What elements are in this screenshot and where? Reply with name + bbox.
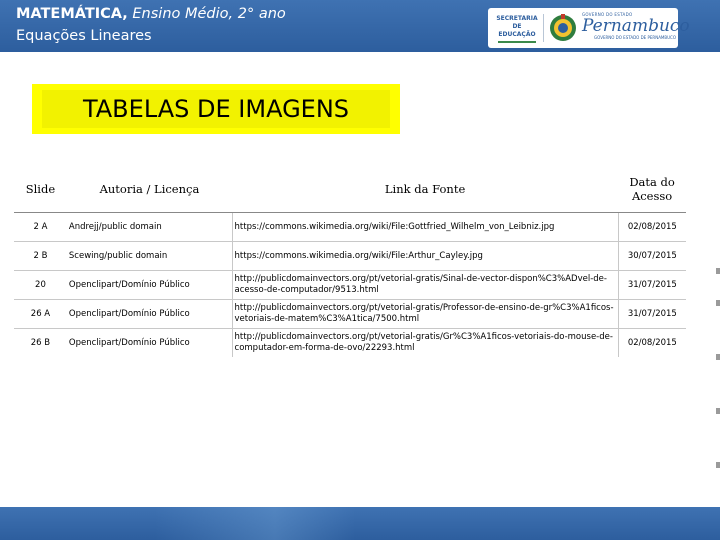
logos bbox=[488, 8, 690, 48]
cell-slide: 2 A bbox=[14, 213, 67, 242]
header-bar bbox=[0, 0, 720, 52]
course-title bbox=[16, 6, 286, 22]
table-row bbox=[14, 271, 686, 300]
page-title-box bbox=[32, 84, 400, 134]
grade-label: Ensino Médio, 2° ano bbox=[132, 6, 286, 22]
cell-author: Openclipart/Domínio Público bbox=[67, 300, 232, 329]
header-date: Data do Acesso bbox=[629, 174, 675, 203]
header-link: Link da Fonte bbox=[384, 181, 466, 196]
table-header-row bbox=[14, 165, 686, 213]
topic-label: Equações Lineares bbox=[16, 28, 152, 44]
edge-mark bbox=[716, 354, 720, 360]
logo-divider bbox=[543, 14, 544, 42]
table-row bbox=[14, 300, 686, 329]
header-slide: Slide bbox=[25, 181, 56, 196]
footer-bar bbox=[0, 507, 720, 540]
footer-highlight bbox=[155, 507, 355, 540]
state-top-label: GOVERNO DO ESTADO bbox=[582, 12, 633, 17]
cell-link[interactable]: http://publicdomainvectors.org/pt/vetorial-gratis/Professor-de-ensino-de-gr%C3%A1ficos-vetoriais-de-matem%C3%A1tica/7500.html bbox=[232, 300, 618, 329]
cell-author: Andrejj/public domain bbox=[67, 213, 232, 242]
state-name: Pernambuco bbox=[582, 16, 690, 36]
secretaria-line2: DE EDUCAÇÃO bbox=[498, 23, 536, 38]
cell-link[interactable]: http://publicdomainvectors.org/pt/vetorial-gratis/Sinal-de-vector-dispon%C3%ADvel-de-acesso-de-computador/9513.html bbox=[232, 271, 618, 300]
cell-date: 02/08/2015 bbox=[618, 213, 686, 242]
secretaria-logo bbox=[494, 15, 540, 41]
cell-slide: 26 A bbox=[14, 300, 67, 329]
edge-mark bbox=[716, 268, 720, 274]
pernambuco-logo bbox=[582, 12, 690, 44]
cell-date: 30/07/2015 bbox=[618, 242, 686, 271]
cell-slide: 26 B bbox=[14, 329, 67, 358]
cell-author: Scewing/public domain bbox=[67, 242, 232, 271]
cell-date: 02/08/2015 bbox=[618, 329, 686, 358]
cell-link[interactable]: https://commons.wikimedia.org/wiki/File:Gottfried_Wilhelm_von_Leibniz.jpg bbox=[232, 213, 618, 242]
state-bottom-label: GOVERNO DO ESTADO DE PERNAMBUCO bbox=[594, 35, 676, 40]
cell-link[interactable]: http://publicdomainvectors.org/pt/vetorial-gratis/Gr%C3%A1ficos-vetoriais-do-mouse-de-computador-em-forma-de-ovo/22293.html bbox=[232, 329, 618, 358]
cell-date: 31/07/2015 bbox=[618, 271, 686, 300]
edge-mark bbox=[716, 408, 720, 414]
header-author: Autoria / Licença bbox=[99, 181, 200, 196]
cell-date: 31/07/2015 bbox=[618, 300, 686, 329]
table-row bbox=[14, 213, 686, 242]
subject-label: MATEMÁTICA, bbox=[16, 6, 128, 22]
edge-mark bbox=[716, 462, 720, 468]
cell-author: Openclipart/Domínio Público bbox=[67, 329, 232, 358]
page-title: TABELAS DE IMAGENS bbox=[82, 95, 350, 123]
cell-author: Openclipart/Domínio Público bbox=[67, 271, 232, 300]
secretaria-line1: SECRETARIA bbox=[496, 15, 538, 22]
table-row bbox=[14, 242, 686, 271]
cell-slide: 2 B bbox=[14, 242, 67, 271]
cell-link[interactable]: https://commons.wikimedia.org/wiki/File:Arthur_Cayley.jpg bbox=[232, 242, 618, 271]
image-sources-table bbox=[14, 165, 686, 357]
edge-mark bbox=[716, 300, 720, 306]
state-crest-icon bbox=[548, 12, 578, 44]
cell-slide: 20 bbox=[14, 271, 67, 300]
table-row bbox=[14, 329, 686, 358]
